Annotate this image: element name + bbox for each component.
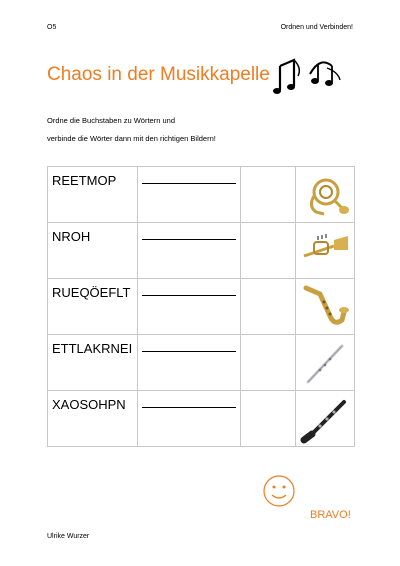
clarinet-icon: [300, 394, 350, 444]
image-cell[interactable]: [296, 335, 355, 391]
page-topic: Ordnen und Verbinden!: [280, 24, 353, 31]
table-row: [48, 223, 355, 279]
image-cell[interactable]: [296, 279, 355, 335]
image-cell[interactable]: [296, 167, 355, 223]
author-name: Ulrike Wurzer: [47, 533, 90, 540]
answer-blank[interactable]: [138, 279, 241, 335]
connect-area[interactable]: [241, 167, 296, 223]
worksheet-title: Chaos in der Musikkapelle: [47, 64, 270, 85]
scrambled-word: RUEQÖEFLT: [48, 279, 138, 335]
scrambled-word: ETTLAKRNEI: [48, 335, 138, 391]
scrambled-word: NROH: [48, 223, 138, 279]
page-code: O5: [47, 24, 57, 31]
smiley-icon: [262, 474, 296, 508]
praise-text: BRAVO!: [310, 509, 351, 521]
music-notes-icon: [272, 54, 344, 100]
scrambled-word: REETMOP: [48, 167, 138, 223]
image-cell[interactable]: [296, 391, 355, 447]
scrambled-word: XAOSOHPN: [48, 391, 138, 447]
saxophone-icon: [300, 282, 350, 332]
instruction-line-1: Ordne die Buchstaben zu Wörtern und: [47, 116, 175, 125]
connect-area[interactable]: [241, 279, 296, 335]
answer-blank[interactable]: [138, 223, 241, 279]
answer-blank[interactable]: [138, 167, 241, 223]
table-row: [48, 167, 355, 223]
table-row: [48, 279, 355, 335]
french-horn-icon: [300, 170, 350, 220]
flute-icon: [300, 338, 350, 388]
connect-area[interactable]: [241, 391, 296, 447]
connect-area[interactable]: [241, 335, 296, 391]
instruction-line-2: verbinde die Wörter dann mit den richtigen Bildern!: [47, 134, 216, 143]
answer-blank[interactable]: [138, 335, 241, 391]
exercise-table: [47, 166, 355, 447]
answer-blank[interactable]: [138, 391, 241, 447]
connect-area[interactable]: [241, 223, 296, 279]
table-row: [48, 335, 355, 391]
trumpet-icon: [300, 226, 350, 276]
image-cell[interactable]: [296, 223, 355, 279]
table-row: [48, 391, 355, 447]
